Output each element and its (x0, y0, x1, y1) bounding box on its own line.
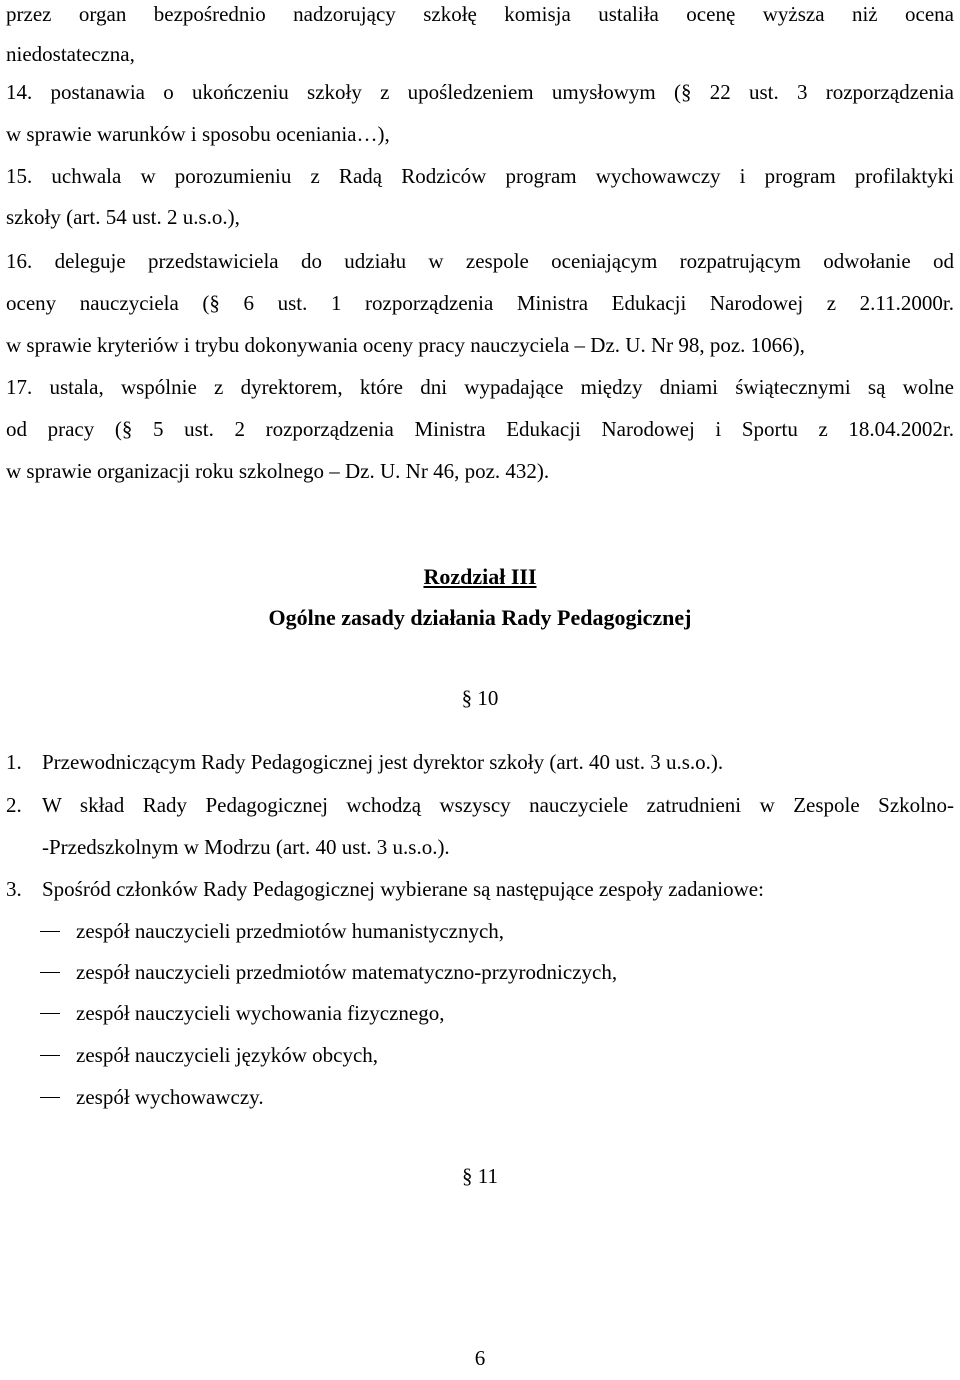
paragraph-line: 15. uchwala w porozumieniu z Radą Rodziców program wychowawczy i program profilaktyki (6, 164, 954, 188)
paragraph-line: w sprawie kryteriów i trybu dokonywania oceny pracy nauczyciela – Dz. U. Nr 98, poz. 1066), (6, 333, 805, 357)
list-item-text: zespół wychowawczy. (76, 1085, 264, 1109)
dash-icon (40, 1097, 60, 1098)
list-item-text: zespół nauczycieli przedmiotów matematyczno-przyrodniczych, (76, 960, 618, 984)
item-number: 3. (6, 877, 22, 901)
paragraph-line: niedostateczna, (6, 42, 135, 66)
paragraph-line: 17. ustala, wspólnie z dyrektorem, które dni wypadające między dniami świątecznymi są wolne (6, 375, 954, 399)
paragraph-line: szkoły (art. 54 ust. 2 u.s.o.), (6, 205, 240, 229)
item-text: W skład Rady Pedagogicznej wchodzą wszyscy nauczyciele zatrudnieni w Zespole Szkolno- (42, 793, 954, 817)
chapter-title: Rozdział III (423, 564, 537, 589)
list-item-text: zespół nauczycieli przedmiotów humanistycznych, (76, 919, 505, 943)
paragraph-line: przez organ bezpośrednio nadzorujący szkołę komisja ustaliła ocenę wyższa niż ocena (6, 2, 954, 26)
section-mark: § 10 (461, 686, 499, 710)
paragraph-line: od pracy (§ 5 ust. 2 rozporządzenia Ministra Edukacji Narodowej i Sportu z 18.04.2002r. (6, 417, 954, 441)
list-item (0, 917, 960, 945)
dash-icon (40, 1013, 60, 1014)
item-text: Spośród członków Rady Pedagogicznej wybierane są następujące zespoły zadaniowe: (42, 877, 764, 901)
item-number: 1. (6, 750, 22, 774)
paragraph-line: w sprawie organizacji roku szkolnego – Dz. U. Nr 46, poz. 432). (6, 459, 550, 483)
list-item (0, 1041, 960, 1069)
chapter-subtitle: Ogólne zasady działania Rady Pedagogicznej (268, 605, 692, 630)
item-text: -Przedszkolnym w Modrzu (art. 40 ust. 3 u.s.o.). (42, 835, 450, 859)
dash-icon (40, 1055, 60, 1056)
dash-icon (40, 972, 60, 973)
list-item (0, 999, 960, 1027)
list-item-text: zespół nauczycieli języków obcych, (76, 1043, 379, 1067)
section-mark: § 11 (462, 1164, 498, 1188)
paragraph-line: oceny nauczyciela (§ 6 ust. 1 rozporządzenia Ministra Edukacji Narodowej z 2.11.2000r. (6, 291, 954, 315)
list-item (0, 1083, 960, 1111)
list-item-text: zespół nauczycieli wychowania fizycznego, (76, 1001, 445, 1025)
paragraph-line: 14. postanawia o ukończeniu szkoły z upośledzeniem umysłowym (§ 22 ust. 3 rozporządzenia (6, 80, 954, 104)
page-number: 6 (474, 1346, 486, 1370)
paragraph-line: w sprawie warunków i sposobu oceniania…), (6, 122, 390, 146)
dash-icon (40, 931, 60, 932)
item-number: 2. (6, 793, 22, 817)
list-item (0, 958, 960, 986)
paragraph-line: 16. deleguje przedstawiciela do udziału w zespole oceniającym rozpatrującym odwołanie od (6, 249, 954, 273)
item-text: Przewodniczącym Rady Pedagogicznej jest dyrektor szkoły (art. 40 ust. 3 u.s.o.). (42, 750, 724, 774)
